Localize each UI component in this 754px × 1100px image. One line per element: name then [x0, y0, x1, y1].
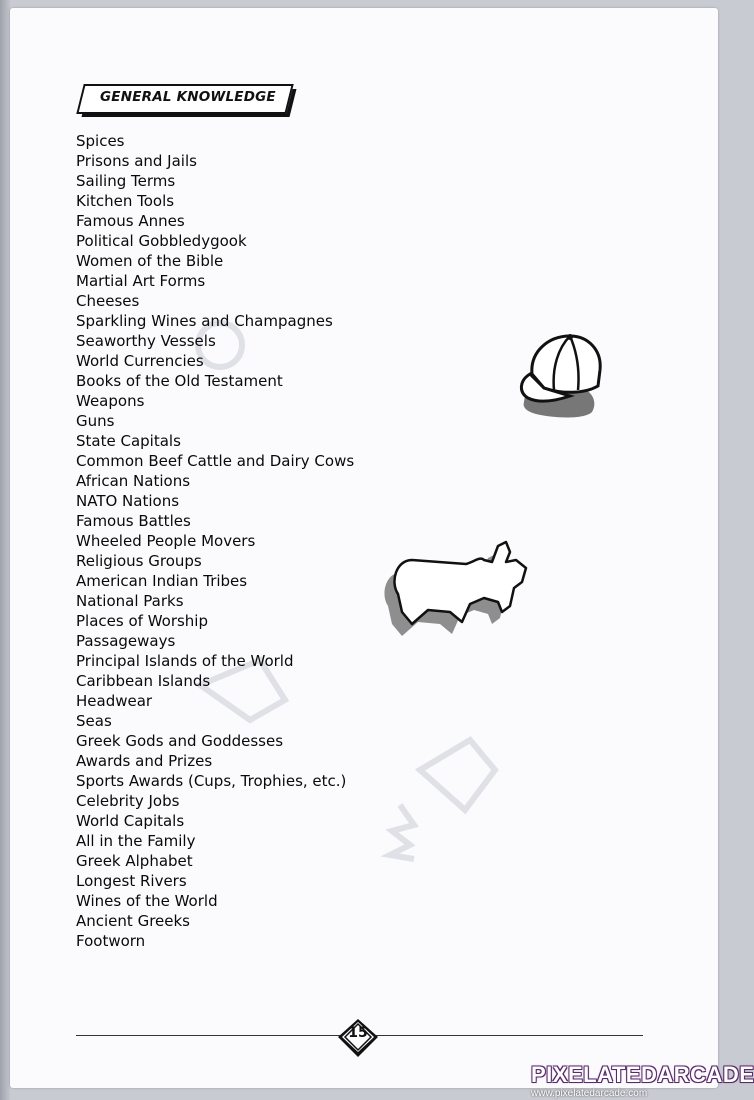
- topic-item: Sports Awards (Cups, Trophies, etc.): [76, 772, 347, 790]
- topic-item: Greek Gods and Goddesses: [76, 732, 284, 750]
- watermark-url: www.pixelatedarcade.com: [531, 1088, 648, 1099]
- topic-item: Greek Alphabet: [76, 852, 193, 870]
- topic-item: Kitchen Tools: [76, 192, 175, 210]
- topic-item: World Currencies: [76, 352, 204, 370]
- watermark-brand: PIXELATEDARCADE: [531, 1062, 754, 1087]
- topic-item: Places of Worship: [76, 612, 208, 630]
- page-binding-edge: [0, 0, 10, 1100]
- topic-item: Ancient Greeks: [76, 912, 190, 930]
- section-header: [80, 84, 290, 114]
- topic-item: NATO Nations: [76, 492, 180, 510]
- topic-item: Famous Annes: [76, 212, 185, 230]
- topic-item: Common Beef Cattle and Dairy Cows: [76, 452, 355, 470]
- site-watermark: [531, 1062, 754, 1099]
- baseball-cap-icon: [518, 328, 608, 420]
- topic-item: Cheeses: [76, 292, 140, 310]
- topic-item: All in the Family: [76, 832, 196, 850]
- topic-item: Spices: [76, 132, 125, 150]
- topic-item: Passageways: [76, 632, 176, 650]
- page-number: 15: [348, 1025, 368, 1041]
- topic-item: American Indian Tribes: [76, 572, 248, 590]
- topic-item: Prisons and Jails: [76, 152, 197, 170]
- topic-item: World Capitals: [76, 812, 185, 830]
- topic-item: Footworn: [76, 932, 146, 950]
- topic-item: Political Gobbledygook: [76, 232, 247, 250]
- topic-item: Principal Islands of the World: [76, 652, 294, 670]
- topic-item: Sparkling Wines and Champagnes: [76, 312, 333, 330]
- topic-item: Wines of the World: [76, 892, 218, 910]
- topic-item: Women of the Bible: [76, 252, 224, 270]
- topic-item: Seaworthy Vessels: [76, 332, 216, 350]
- topic-item: Martial Art Forms: [76, 272, 206, 290]
- topic-item: Caribbean Islands: [76, 672, 211, 690]
- topic-item: Sailing Terms: [76, 172, 176, 190]
- topic-item: Celebrity Jobs: [76, 792, 180, 810]
- topic-item: Books of the Old Testament: [76, 372, 283, 390]
- topic-item: Wheeled People Movers: [76, 532, 256, 550]
- usa-map-icon: [388, 532, 548, 632]
- topic-item: Seas: [76, 712, 112, 730]
- topic-item: Guns: [76, 412, 115, 430]
- section-title: GENERAL KNOWLEDGE: [100, 89, 276, 105]
- topic-item: Awards and Prizes: [76, 752, 213, 770]
- topic-list: [76, 131, 354, 951]
- topic-item: African Nations: [76, 472, 191, 490]
- topic-item: Longest Rivers: [76, 872, 187, 890]
- topic-item: Headwear: [76, 692, 153, 710]
- topic-item: National Parks: [76, 592, 184, 610]
- topic-item: Weapons: [76, 392, 145, 410]
- topic-item: Famous Battles: [76, 512, 191, 530]
- topic-item: State Capitals: [76, 432, 181, 450]
- topic-item: Religious Groups: [76, 552, 202, 570]
